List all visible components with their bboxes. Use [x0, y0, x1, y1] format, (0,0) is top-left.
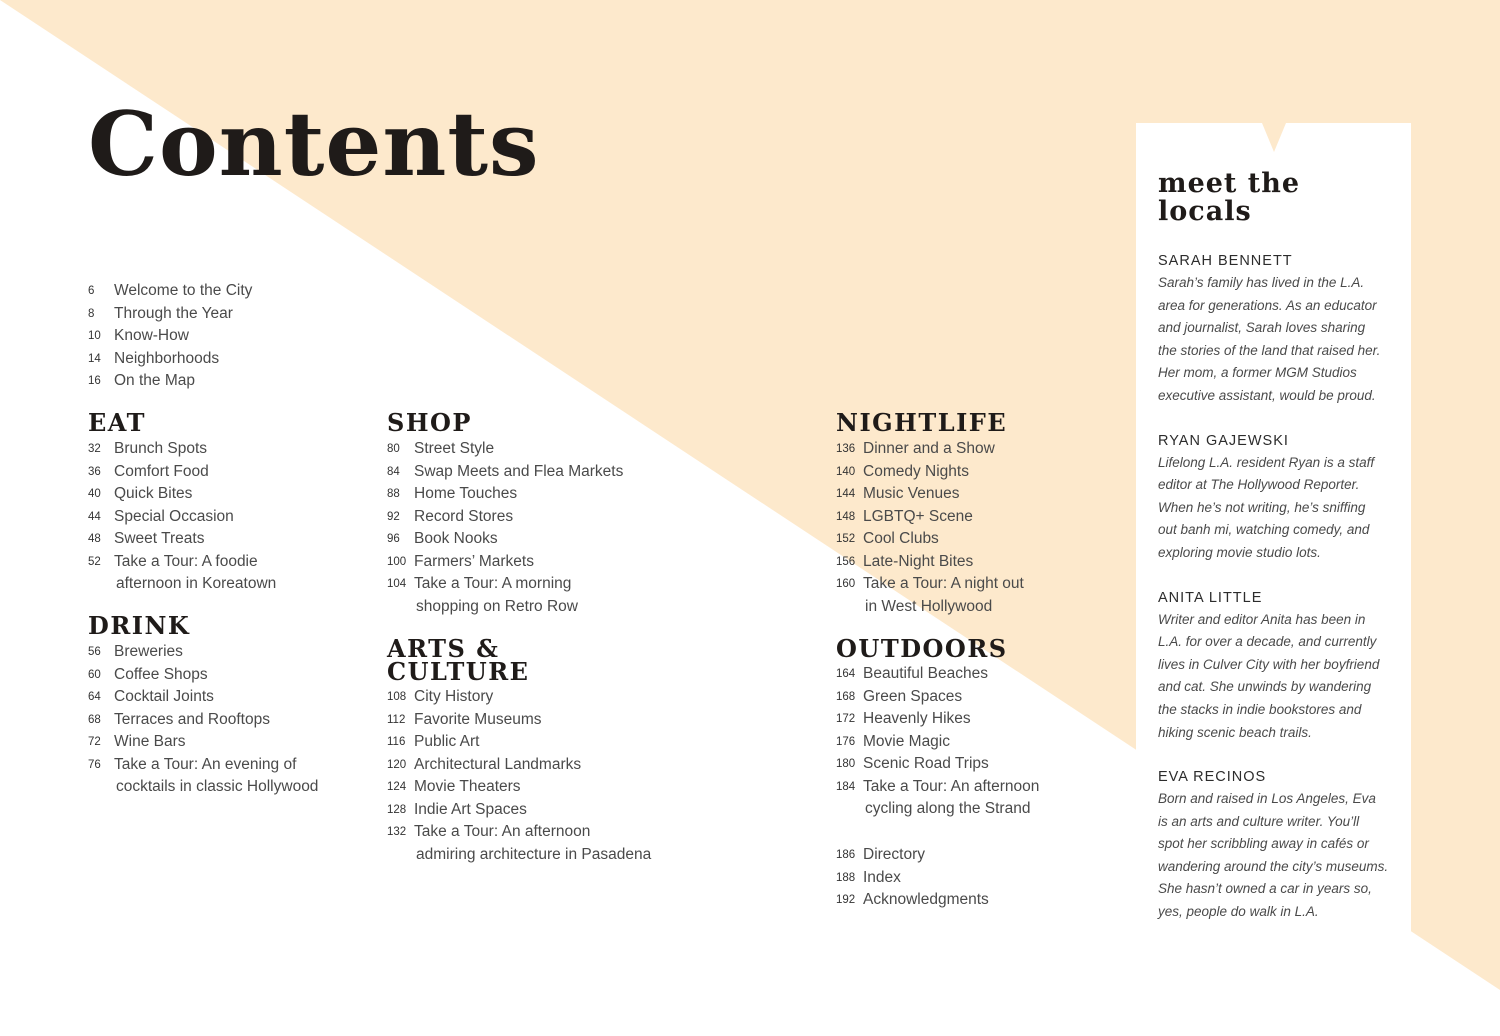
page-number: 152 — [836, 533, 856, 545]
page-number: 172 — [836, 713, 856, 725]
entry-title: LGBTQ+ Scene — [863, 507, 973, 525]
toc-entry[interactable] — [88, 641, 318, 664]
locals-heading — [1158, 170, 1398, 226]
page-number: 192 — [836, 894, 856, 906]
toc-entry[interactable] — [88, 528, 276, 551]
toc-entry[interactable] — [836, 461, 1024, 484]
page-number: 176 — [836, 735, 856, 748]
entry-title: Take a Tour: An evening of — [114, 755, 297, 773]
page-number: 48 — [88, 533, 101, 545]
local-bio — [1158, 788, 1398, 924]
toc-entry[interactable] — [836, 753, 1039, 776]
bio-line: the stories of the land that raised her. — [1158, 342, 1381, 358]
page-number: 180 — [836, 758, 856, 770]
entry-title: Index — [863, 868, 901, 886]
toc-entry[interactable] — [88, 280, 252, 303]
page-number: 68 — [88, 713, 101, 726]
page-number: 108 — [387, 691, 407, 703]
entry-title: Quick Bites — [114, 485, 193, 502]
toc-entry[interactable] — [836, 551, 1024, 574]
section-heading-eat: EAT — [88, 408, 146, 437]
bio-line: yes, people do walk in L.A. — [1158, 904, 1319, 920]
toc-entry[interactable] — [88, 438, 276, 461]
bio-line: the stacks in indie bookstores and — [1158, 701, 1362, 717]
bio-line: editor at The Hollywood Reporter. — [1158, 477, 1360, 493]
page-number: 168 — [836, 690, 856, 703]
entry-title: Comedy Nights — [863, 462, 969, 480]
page-number: 40 — [88, 488, 101, 500]
section-heading-outdoors: OUTDOORS — [836, 634, 1008, 663]
page-number: 16 — [88, 375, 101, 387]
entry-title: City History — [414, 688, 494, 705]
toc-entry[interactable] — [836, 573, 1024, 618]
page-number: 8 — [88, 307, 95, 320]
toc-eat-list — [88, 438, 276, 596]
page-number: 60 — [88, 668, 101, 681]
entry-title: Movie Theaters — [414, 778, 521, 795]
entry-title: Special Occasion — [114, 507, 234, 525]
toc-entry[interactable] — [88, 506, 276, 529]
toc-entry[interactable] — [387, 573, 623, 618]
toc-entry[interactable] — [387, 821, 651, 866]
entry-title: Know-How — [114, 327, 189, 344]
bio-line: When he’s not writing, he’s sniffing — [1158, 499, 1366, 515]
entry-title: Cool Clubs — [863, 530, 939, 547]
page-number: 80 — [387, 443, 400, 455]
entry-title: Beautiful Beaches — [863, 665, 988, 682]
page-number: 52 — [88, 555, 101, 568]
entry-title-continued: cycling along the Strand — [865, 800, 1031, 817]
page-number: 148 — [836, 510, 856, 523]
page-number: 160 — [836, 578, 856, 590]
bio-line: lives in Culver City with her boyfriend — [1158, 656, 1380, 672]
entry-title: Take a Tour: A night out — [863, 575, 1024, 592]
entry-title: Swap Meets and Flea Markets — [414, 462, 624, 480]
entry-title: Record Stores — [414, 507, 514, 525]
section-heading-arts-culture — [387, 634, 530, 686]
toc-entry[interactable] — [836, 506, 1024, 529]
toc-entry[interactable] — [88, 348, 252, 371]
entry-title: Movie Magic — [863, 732, 950, 750]
bio-line: and cat. She unwinds by wandering — [1158, 679, 1372, 695]
entry-title: Directory — [863, 846, 926, 863]
bio-line: Sarah’s family has lived in the L.A. — [1158, 275, 1365, 290]
toc-entry[interactable] — [836, 776, 1039, 821]
page-number: 36 — [88, 465, 101, 478]
toc-nightlife-list — [836, 438, 1024, 618]
meet-the-locals-section — [1158, 170, 1398, 946]
page-number: 128 — [387, 803, 407, 816]
page-number: 56 — [88, 646, 101, 658]
local-name: ANITA LITTLE — [1158, 589, 1263, 606]
entry-title: Terraces and Rooftops — [114, 710, 270, 728]
page-number: 186 — [836, 849, 856, 861]
toc-entry[interactable] — [836, 708, 1039, 731]
page-number: 132 — [387, 826, 407, 838]
toc-entry[interactable] — [836, 731, 1039, 754]
entry-title: Brunch Spots — [114, 440, 208, 457]
page-number: 96 — [387, 533, 400, 545]
local-bio — [1158, 272, 1398, 408]
section-heading-drink: DRINK — [88, 611, 191, 640]
toc-entry[interactable] — [387, 754, 651, 777]
toc-entry[interactable] — [88, 461, 276, 484]
page-number: 116 — [387, 736, 406, 748]
bio-line: exploring movie studio lots. — [1158, 544, 1321, 560]
heading-line: meet the — [1158, 168, 1301, 199]
entry-title: On the Map — [114, 372, 195, 389]
bio-line: spot her scribbling away in cafés or — [1158, 836, 1369, 852]
local-name: RYAN GAJEWSKI — [1158, 432, 1289, 449]
toc-entry[interactable] — [88, 483, 276, 506]
page-number: 64 — [88, 691, 101, 703]
entry-title-continued: in West Hollywood — [865, 597, 993, 615]
entry-title-continued: shopping on Retro Row — [416, 597, 578, 615]
local-bio — [1158, 452, 1398, 565]
entry-title: Street Style — [414, 440, 495, 457]
local-name: SARAH BENNETT — [1158, 253, 1293, 269]
toc-entry[interactable] — [88, 686, 318, 709]
bio-line: out banh mi, watching comedy, and — [1158, 522, 1370, 538]
bio-line: and journalist, Sarah loves sharing — [1158, 320, 1366, 336]
local-bio — [1158, 609, 1398, 745]
entry-title: Neighborhoods — [114, 349, 220, 367]
toc-entry[interactable] — [836, 889, 989, 912]
page-number: 88 — [387, 488, 400, 500]
page-number: 104 — [387, 578, 407, 590]
page-number: 144 — [836, 488, 856, 500]
entry-title: Acknowledgments — [863, 891, 989, 908]
page-number: 14 — [88, 352, 101, 365]
toc-entry[interactable] — [836, 528, 1024, 551]
entry-title: Comfort Food — [114, 462, 209, 480]
toc-shop-list — [387, 438, 623, 618]
page-number: 124 — [387, 781, 407, 793]
toc-entry[interactable] — [387, 731, 651, 754]
toc-entry[interactable] — [88, 664, 318, 687]
entry-title: Sweet Treats — [114, 530, 205, 547]
entry-title: Coffee Shops — [114, 665, 208, 683]
entry-title: Take a Tour: An afternoon — [414, 823, 591, 840]
page-number: 92 — [387, 510, 400, 523]
entry-title: Late-Night Bites — [863, 552, 974, 570]
toc-entry[interactable] — [88, 754, 318, 799]
toc-entry[interactable] — [88, 325, 252, 348]
entry-title: Indie Art Spaces — [414, 800, 527, 818]
toc-entry[interactable] — [88, 709, 318, 732]
entry-title: Book Nooks — [414, 530, 498, 547]
toc-entry[interactable] — [387, 506, 623, 529]
entry-title: Heavenly Hikes — [863, 710, 971, 727]
toc-drink-list — [88, 641, 318, 799]
toc-entry[interactable] — [836, 438, 1024, 461]
bio-line: hiking scenic beach trails. — [1158, 724, 1312, 740]
entry-title: Welcome to the City — [114, 282, 253, 299]
toc-entry[interactable] — [387, 438, 623, 461]
toc-entry[interactable] — [387, 528, 623, 551]
heading-line: ARTS & — [387, 634, 500, 663]
bio-line: is an arts and culture writer. You’ll — [1158, 813, 1360, 829]
page-number: 72 — [88, 736, 101, 748]
entry-title: Favorite Museums — [414, 710, 542, 728]
entry-title: Green Spaces — [863, 687, 963, 705]
entry-title: Take a Tour: A foodie — [114, 552, 258, 570]
page-number: 188 — [836, 871, 856, 884]
entry-title: Take a Tour: An afternoon — [863, 777, 1040, 795]
toc-entry[interactable] — [836, 867, 989, 890]
page-number: 120 — [387, 758, 407, 771]
toc-entry[interactable] — [387, 776, 651, 799]
entry-title: Scenic Road Trips — [863, 755, 989, 772]
heading-line: CULTURE — [387, 656, 530, 686]
toc-back-matter-list — [836, 844, 989, 912]
page-number: 44 — [88, 510, 101, 523]
page-number: 84 — [387, 465, 400, 478]
toc-entry[interactable] — [88, 303, 252, 326]
toc-entry[interactable] — [88, 370, 252, 393]
entry-title: Breweries — [114, 643, 183, 660]
toc-intro-list — [88, 280, 252, 393]
page-number: 6 — [88, 285, 95, 297]
page-number: 112 — [387, 713, 406, 726]
toc-entry[interactable] — [88, 551, 276, 596]
entry-title: Through the Year — [114, 304, 233, 322]
toc-outdoors-list — [836, 663, 1039, 821]
heading-line: locals — [1158, 196, 1252, 227]
bio-line: wandering around the city’s museums. — [1158, 858, 1389, 874]
page-number: 32 — [88, 443, 101, 455]
bio-line: Born and raised in Los Angeles, Eva — [1158, 791, 1376, 807]
entry-title: Music Venues — [863, 485, 960, 502]
toc-entry[interactable] — [836, 483, 1024, 506]
page-number: 184 — [836, 780, 856, 793]
toc-entry[interactable] — [387, 799, 651, 822]
entry-title: Cocktail Joints — [114, 688, 214, 705]
toc-entry[interactable] — [88, 731, 318, 754]
section-heading-shop: SHOP — [387, 408, 472, 437]
toc-arts-list — [387, 686, 651, 866]
entry-title: Dinner and a Show — [863, 440, 995, 457]
entry-title-continued: cocktails in classic Hollywood — [116, 778, 319, 795]
section-heading-nightlife: NIGHTLIFE — [836, 408, 1008, 437]
entry-title: Architectural Landmarks — [414, 755, 582, 773]
bio-line: She hasn’t owned a car in years so, — [1158, 881, 1372, 897]
bio-line: L.A. for over a decade, and currently — [1158, 634, 1377, 650]
entry-title: Home Touches — [414, 485, 518, 502]
page-number: 76 — [88, 758, 101, 771]
page-number: 136 — [836, 443, 856, 455]
bio-line: executive assistant, would be proud. — [1158, 387, 1376, 403]
entry-title: Take a Tour: A morning — [414, 575, 572, 592]
entry-title-continued: admiring architecture in Pasadena — [416, 845, 652, 863]
page-number: 10 — [88, 330, 101, 342]
toc-entry[interactable] — [387, 461, 623, 484]
bio-line: Lifelong L.A. resident Ryan is a staff — [1158, 454, 1375, 470]
bio-line: Writer and editor Anita has been in — [1158, 611, 1366, 627]
page-number: 100 — [387, 555, 407, 568]
toc-entry[interactable] — [836, 686, 1039, 709]
bio-line: area for generations. As an educator — [1158, 297, 1377, 313]
entry-title: Wine Bars — [114, 733, 186, 750]
toc-entry[interactable] — [387, 483, 623, 506]
toc-entry[interactable] — [387, 686, 651, 709]
entry-title: Public Art — [414, 733, 480, 750]
toc-entry[interactable] — [387, 709, 651, 732]
page-number: 164 — [836, 668, 856, 680]
page-title: Contents — [88, 92, 540, 196]
toc-entry[interactable] — [387, 551, 623, 574]
toc-entry[interactable] — [836, 844, 989, 867]
local-name: EVA RECINOS — [1158, 769, 1267, 786]
page-number: 156 — [836, 555, 856, 568]
entry-title: Farmers’ Markets — [414, 552, 534, 570]
entry-title-continued: afternoon in Koreatown — [116, 575, 277, 592]
toc-entry[interactable] — [836, 663, 1039, 686]
bio-line: Her mom, a former MGM Studios — [1158, 365, 1357, 381]
page-number: 140 — [836, 465, 856, 478]
